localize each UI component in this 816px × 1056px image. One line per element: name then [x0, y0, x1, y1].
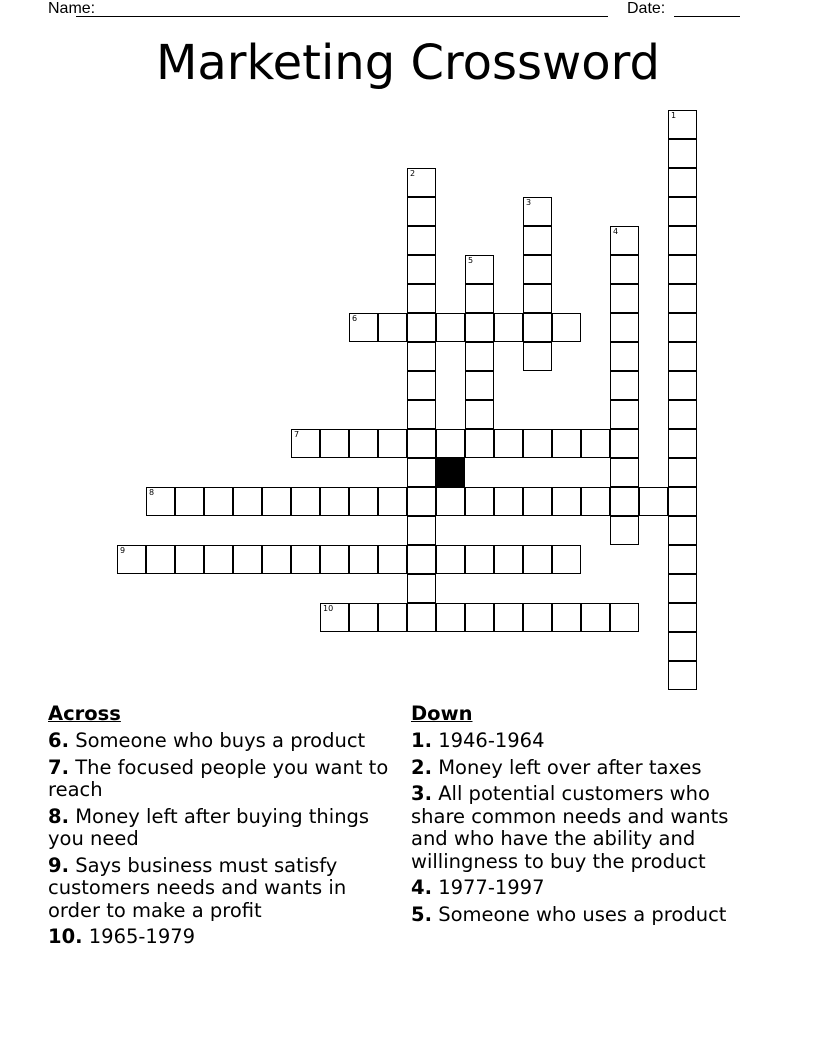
- grid-cell[interactable]: [552, 429, 581, 458]
- grid-cell[interactable]: [523, 545, 552, 574]
- grid-cell[interactable]: [610, 487, 639, 516]
- grid-cell[interactable]: [523, 603, 552, 632]
- grid-cell[interactable]: [523, 487, 552, 516]
- grid-cell[interactable]: [610, 313, 639, 342]
- grid-cell[interactable]: [146, 545, 175, 574]
- grid-cell[interactable]: [436, 545, 465, 574]
- clue-number: 10.: [48, 925, 83, 948]
- grid-cell[interactable]: [494, 545, 523, 574]
- grid-cell[interactable]: [668, 487, 697, 516]
- grid-cell[interactable]: [117, 545, 146, 574]
- down-clues: [411, 702, 756, 930]
- cell-number: 6: [352, 314, 358, 323]
- grid-cell[interactable]: [233, 487, 262, 516]
- grid-cell[interactable]: [233, 545, 262, 574]
- cell-number: 8: [149, 488, 155, 497]
- clue-text: Money left after buying things you need: [48, 804, 370, 850]
- clue-text: 1946-1964: [438, 729, 545, 752]
- clue-number: 5.: [411, 902, 432, 926]
- grid-cell[interactable]: [668, 574, 697, 603]
- grid-cell[interactable]: [407, 226, 436, 255]
- grid-cell[interactable]: [407, 574, 436, 603]
- grid-cell[interactable]: [407, 313, 436, 342]
- grid-cell[interactable]: [610, 458, 639, 487]
- grid-cell[interactable]: [668, 429, 697, 458]
- grid-cell[interactable]: [320, 487, 349, 516]
- grid-cell[interactable]: [465, 371, 494, 400]
- grid-cell[interactable]: [407, 371, 436, 400]
- grid-cell[interactable]: [610, 371, 639, 400]
- grid-cell[interactable]: [204, 487, 233, 516]
- clue-across-6: [48, 730, 393, 753]
- grid-cell[interactable]: [610, 400, 639, 429]
- grid-cell[interactable]: [465, 603, 494, 632]
- clue-down-3: [411, 783, 756, 873]
- grid-cell[interactable]: [407, 487, 436, 516]
- grid-cell[interactable]: [668, 255, 697, 284]
- grid-cell[interactable]: [523, 342, 552, 371]
- grid-cell[interactable]: [581, 429, 610, 458]
- grid-cell[interactable]: [291, 487, 320, 516]
- grid-cell[interactable]: [668, 458, 697, 487]
- grid-cell[interactable]: [494, 487, 523, 516]
- grid-cell[interactable]: [407, 342, 436, 371]
- grid-cell[interactable]: [610, 284, 639, 313]
- clue-across-8: [48, 806, 393, 851]
- grid-cell[interactable]: [610, 429, 639, 458]
- grid-cell[interactable]: [320, 545, 349, 574]
- clue-number: 3.: [411, 782, 432, 805]
- clue-number: 9.: [48, 853, 69, 877]
- clue-number: 8.: [48, 804, 69, 828]
- grid-cell[interactable]: [465, 284, 494, 313]
- grid-cell[interactable]: [581, 487, 610, 516]
- clue-across-9: [48, 855, 393, 923]
- grid-cell[interactable]: [465, 313, 494, 342]
- grid-cell[interactable]: [378, 313, 407, 342]
- grid-cell[interactable]: [668, 661, 697, 690]
- grid-cell[interactable]: [552, 603, 581, 632]
- grid-cell[interactable]: [378, 487, 407, 516]
- across-clues: [48, 702, 393, 953]
- black-cell: [436, 458, 465, 487]
- grid-cell[interactable]: [668, 139, 697, 168]
- grid-cell[interactable]: [465, 545, 494, 574]
- clue-across-10: [48, 926, 393, 949]
- grid-cell[interactable]: [610, 226, 639, 255]
- clue-number: 7.: [48, 755, 69, 779]
- grid-cell[interactable]: [523, 429, 552, 458]
- clue-across-7: [48, 757, 393, 802]
- grid-cell[interactable]: [349, 313, 378, 342]
- grid-cell[interactable]: [407, 516, 436, 545]
- grid-cell[interactable]: [349, 603, 378, 632]
- grid-cell[interactable]: [262, 545, 291, 574]
- clue-text: Money left over after taxes: [438, 755, 702, 779]
- grid-cell[interactable]: [668, 545, 697, 574]
- across-heading: Across: [48, 702, 121, 725]
- grid-cell[interactable]: [407, 429, 436, 458]
- clue-text: Says business must satisfy customers needs and wants in order to make a profit: [48, 853, 347, 922]
- grid-cell[interactable]: [349, 429, 378, 458]
- cell-number: 2: [410, 169, 416, 178]
- grid-cell[interactable]: [581, 603, 610, 632]
- grid-cell[interactable]: [407, 284, 436, 313]
- grid-cell[interactable]: [610, 603, 639, 632]
- clue-text: Someone who buys a product: [75, 729, 366, 752]
- clue-down-2: [411, 757, 756, 780]
- grid-cell[interactable]: [407, 458, 436, 487]
- grid-cell[interactable]: [668, 226, 697, 255]
- grid-cell[interactable]: [668, 342, 697, 371]
- clue-number: 1.: [411, 729, 432, 752]
- grid-cell[interactable]: [668, 400, 697, 429]
- down-heading: Down: [411, 702, 473, 725]
- grid-cell[interactable]: [465, 400, 494, 429]
- clue-down-1: [411, 730, 756, 753]
- grid-cell[interactable]: [668, 284, 697, 313]
- grid-cell[interactable]: [320, 429, 349, 458]
- clue-text: The focused people you want to reach: [48, 755, 389, 801]
- grid-cell[interactable]: [407, 197, 436, 226]
- grid-cell[interactable]: [436, 313, 465, 342]
- clue-text: All potential customers who share common needs and wants and who have the ability and willingness to buy the product: [411, 782, 729, 873]
- grid-cell[interactable]: [436, 487, 465, 516]
- grid-cell[interactable]: [146, 487, 175, 516]
- grid-cell[interactable]: [552, 545, 581, 574]
- grid-cell[interactable]: [494, 429, 523, 458]
- grid-cell[interactable]: [523, 284, 552, 313]
- clue-text: 1977-1997: [438, 876, 545, 899]
- grid-cell[interactable]: [465, 255, 494, 284]
- grid-cell[interactable]: [552, 487, 581, 516]
- grid-cell[interactable]: [291, 429, 320, 458]
- grid-cell[interactable]: [436, 603, 465, 632]
- grid-cell[interactable]: [465, 429, 494, 458]
- grid-cell[interactable]: [262, 487, 291, 516]
- grid-cell[interactable]: [610, 516, 639, 545]
- grid-cell[interactable]: [668, 516, 697, 545]
- grid-cell[interactable]: [436, 429, 465, 458]
- cell-number: 9: [120, 546, 126, 555]
- grid-cell[interactable]: [407, 400, 436, 429]
- grid-cell[interactable]: [291, 545, 320, 574]
- grid-cell[interactable]: [465, 342, 494, 371]
- clue-down-5: [411, 904, 756, 927]
- grid-cell[interactable]: [407, 255, 436, 284]
- grid-cell[interactable]: [175, 487, 204, 516]
- cell-number: 5: [468, 256, 474, 265]
- grid-cell[interactable]: [378, 545, 407, 574]
- grid-cell[interactable]: [523, 313, 552, 342]
- grid-cell[interactable]: [668, 603, 697, 632]
- grid-cell[interactable]: [407, 603, 436, 632]
- grid-cell[interactable]: [668, 313, 697, 342]
- grid-cell[interactable]: [668, 168, 697, 197]
- grid-cell[interactable]: [552, 313, 581, 342]
- grid-cell[interactable]: [378, 603, 407, 632]
- grid-cell[interactable]: [349, 545, 378, 574]
- grid-cell[interactable]: [668, 110, 697, 139]
- grid-cell[interactable]: [668, 197, 697, 226]
- name-label: Name:: [48, 0, 96, 17]
- grid-cell[interactable]: [204, 545, 233, 574]
- grid-cell[interactable]: [349, 487, 378, 516]
- cell-number: 10: [323, 604, 334, 613]
- grid-cell[interactable]: [465, 487, 494, 516]
- cell-number: 7: [294, 430, 300, 439]
- grid-cell[interactable]: [668, 371, 697, 400]
- clue-number: 4.: [411, 876, 432, 899]
- grid-cell[interactable]: [523, 197, 552, 226]
- grid-cell[interactable]: [378, 429, 407, 458]
- grid-cell[interactable]: [320, 603, 349, 632]
- cell-number: 4: [613, 227, 619, 236]
- grid-cell[interactable]: [407, 545, 436, 574]
- clue-text: Someone who uses a product: [438, 902, 727, 926]
- grid-cell[interactable]: [523, 255, 552, 284]
- clue-number: 6.: [48, 729, 69, 752]
- page-title: Marketing Crossword: [155, 35, 661, 91]
- clue-number: 2.: [411, 755, 432, 779]
- grid-cell[interactable]: [494, 313, 523, 342]
- grid-cell[interactable]: [639, 487, 668, 516]
- clue-down-4: [411, 877, 756, 900]
- grid-cell[interactable]: [494, 603, 523, 632]
- grid-cell[interactable]: [175, 545, 204, 574]
- grid-cell[interactable]: [668, 632, 697, 661]
- grid-cell[interactable]: [610, 255, 639, 284]
- cell-number: 3: [526, 198, 532, 207]
- grid-cell[interactable]: [523, 226, 552, 255]
- grid-cell[interactable]: [407, 168, 436, 197]
- cell-number: 1: [671, 111, 677, 120]
- clue-text: 1965-1979: [88, 925, 196, 948]
- date-label: Date:: [627, 0, 666, 17]
- grid-cell[interactable]: [610, 342, 639, 371]
